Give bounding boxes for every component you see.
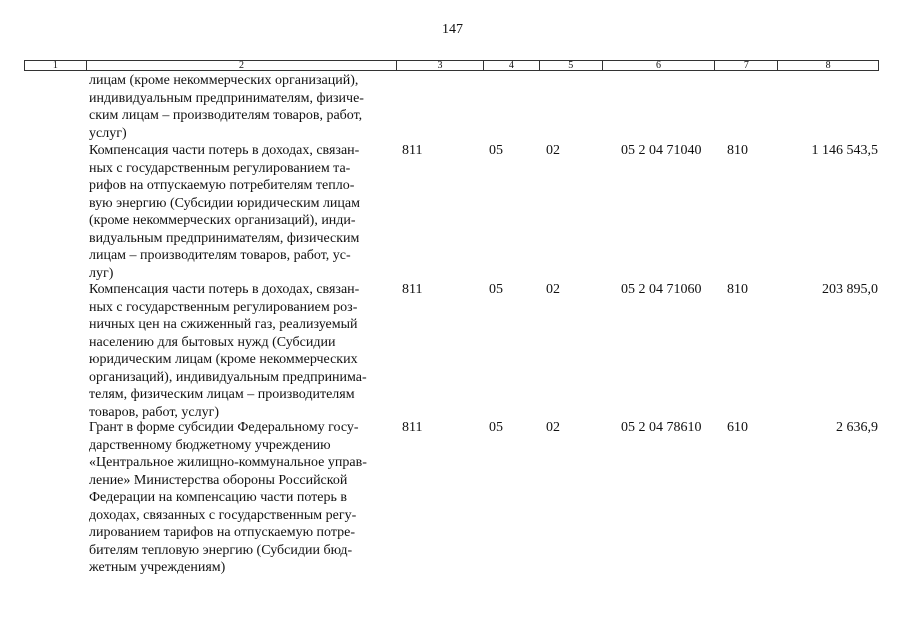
table-cell-col4: 05 [489, 143, 503, 158]
header-col-1: 1 [52, 60, 58, 71]
table-cell-col6: 05 2 04 78610 [621, 420, 702, 435]
table-cell-col3: 811 [402, 143, 423, 158]
table-cell-col4: 05 [489, 282, 503, 297]
table-row-description: Грант в форме субсидии Федеральному госу- дарственному бюджетному учреждению «Центральное жилищно-коммунальное управ- ление» Министерства обороны Российской Федерации на компенсацию части потерь в доходах, связанных с государственным регу- лированием тарифов на отпускаемую потре- бителям тепловую энергию (Субсидии бюд- жетным учреждениям) [89, 420, 367, 575]
table-cell-col8: 1 146 543,5 [811, 143, 878, 158]
table-cell-col7: 810 [727, 282, 748, 297]
header-col-2: 2 [86, 61, 396, 70]
table-cell-col6: 05 2 04 71040 [621, 143, 702, 158]
header-col-3: 3 [396, 61, 483, 70]
header-col-7: 7 [714, 61, 777, 70]
header-col-4: 4 [483, 61, 539, 70]
table-row-description: Компенсация части потерь в доходах, связан- ных с государственным регулированием роз- ничных цен на сжиженный газ, реализуемый населению для бытовых нужд (Субсидии юридическим лицам (кроме некоммерческих организаций), индивидуальным предпринима- телям, физическим лицам – производителям товаров, работ, услуг) [89, 282, 367, 420]
table-cell-col5: 02 [546, 143, 560, 158]
table-header-row [24, 60, 879, 71]
table-cell-col6: 05 2 04 71060 [621, 282, 702, 297]
header-col-6: 6 [602, 61, 715, 70]
table-cell-col3: 811 [402, 282, 423, 297]
table-cell-col4: 05 [489, 420, 503, 435]
table-cell-col5: 02 [546, 282, 560, 297]
table-cell-col7: 810 [727, 143, 748, 158]
table-cell-col3: 811 [402, 420, 423, 435]
table-row-description: лицам (кроме некоммерческих организаций), индивидуальным предпринимателям, физиче- ским лицам – производителям товаров, работ, услуг) [89, 73, 364, 141]
table-cell-col7: 610 [727, 420, 748, 435]
header-col-8: 8 [777, 61, 878, 70]
page-number: 147 [442, 22, 463, 37]
table-row-description: Компенсация части потерь в доходах, связан- ных с государственным регулированием та- рифов на отпускаемую потребителям тепло- вую энергию (Субсидии юридическим лицам (кроме некоммерческих организаций), инди- видуальным предпринимателям, физическим лицам – производителям товаров, работ, ус- луг) [89, 143, 360, 281]
table-cell-col5: 02 [546, 420, 560, 435]
header-col-5: 5 [539, 61, 602, 70]
table-cell-col8: 2 636,9 [836, 420, 878, 435]
table-cell-col8: 203 895,0 [822, 282, 878, 297]
